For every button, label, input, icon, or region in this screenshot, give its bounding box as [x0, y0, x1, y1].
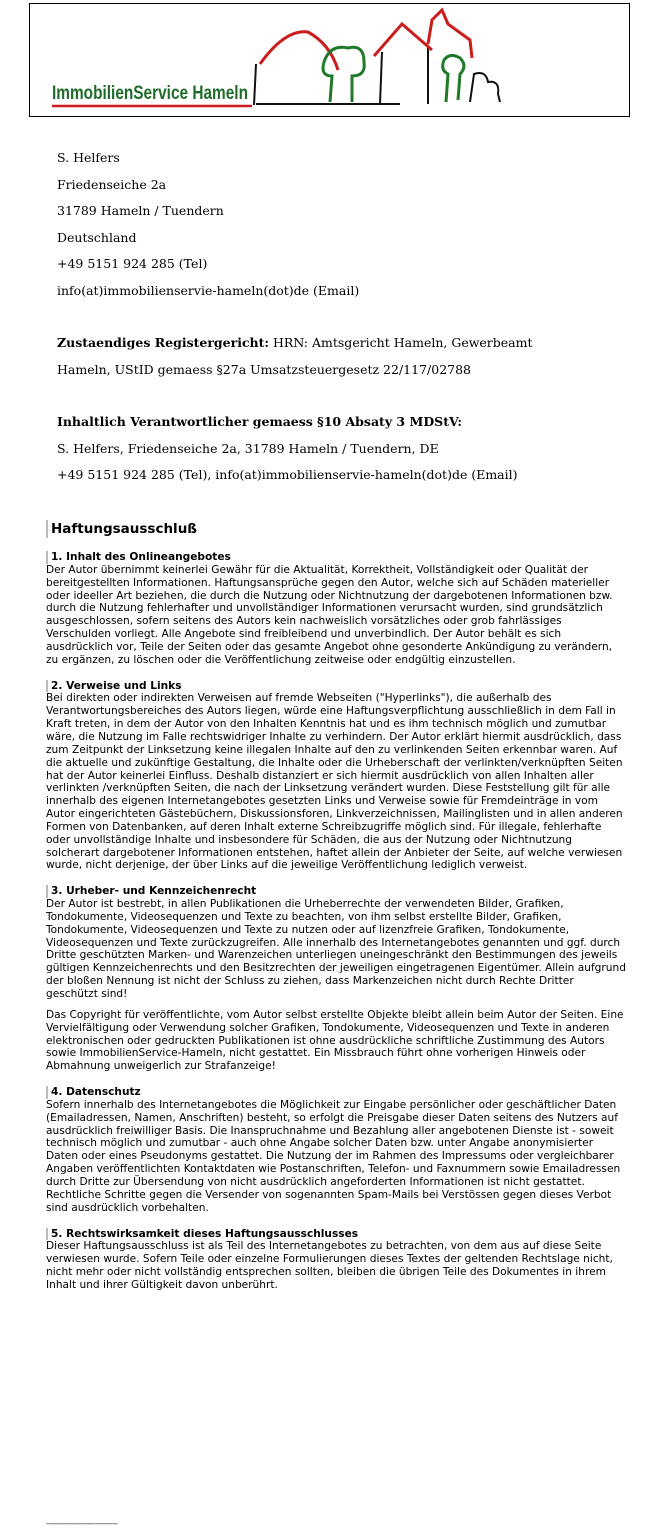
section-text-validity: Dieser Haftungsausschluss ist als Teil des Internetangebotes zu betrachten, von dem aus auf diese Seite verwiesen wurde. Sofern Teile oder einzelne Formulierungen dieses Textes der geltenden Rechtslage nicht, nicht mehr oder nicht vollständig entsprechen sollten, bleiben die übrigen Teile des Dokumentes in ihrem Inhalt und ihrer Gültigkeit davon unberührt.: [46, 1240, 613, 1291]
register-line-2: Hameln, UStID gemaess §27a Umsatzsteuergesetz 22/117/02788: [57, 361, 472, 377]
register-value: HRN: Amtsgericht Hameln, Gewerbeamt: [269, 335, 533, 350]
logo-banner: [29, 3, 630, 117]
register-label: Zustaendiges Registergericht:: [57, 335, 270, 350]
responsible-label: Inhaltlich Verantwortlicher gemaess §10 Absaty 3 MDStV:: [57, 414, 463, 429]
house-roof-icon-2: [374, 24, 432, 56]
house-wall-icon: [380, 46, 428, 104]
disclaimer-block: [46, 520, 626, 1305]
disclaimer-title: Haftungsausschluß: [46, 520, 626, 538]
section-text-links: Bei direkten oder indirekten Verweisen auf fremde Webseiten ("Hyperlinks"), die außerhalb des Verantwortungsbereiches des Autors liegen, würde eine Haftungsverpflichtung ausschließlich in dem Fall in Kraft treten, in dem der Autor von den Inhalten Kenntnis hat und es ihm technisch möglich und zumutbar wäre, die Nutzung im Falle rechtswidriger Inhalte zu verhindern. Der Autor erklärt hiermit ausdrücklich, dass zum Zeitpunkt der Linksetzung keine illegalen Inhalte auf den zu verlinkenden Seiten erkennbar waren. Auf die aktuelle und zukünftige Gestaltung, die Inhalte oder die Urheberschaft der verlinkten/verknüpften Seiten hat der Autor keinerlei Einfluss. Deshalb distanziert er sich hiermit ausdrücklich von allen Inhalten aller verlinkten /verknüpften Seiten, die nach der Linksetzung verändert wurden. Diese Feststellung gilt für alle innerhalb des eigenen Internetangebotes gesetzten Links und Verweise sowie für Fremdeinträge in vom Autor eingerichteten Gästebüchern, Diskussionsforen, Linkverzeichnissen, Mailinglisten und in allen anderen Formen von Datenbanken, auf deren Inhalt externe Schreibzugriffe möglich sind. Für illegale, fehlerhafte oder unvollständige Inhalte und insbesondere für Schäden, die aus der Nutzung oder Nichtnutzung solcherart dargebotener Informationen entstehen, haftet allein der Anbieter der Seite, auf welche verwiesen wurde, nicht derjenige, der über Links auf die jeweilige Veröffentlichung lediglich verweist.: [46, 692, 623, 872]
section-heading-copyright: 3. Urheber- und Kennzeichenrecht: [46, 885, 626, 898]
responsible-line: [57, 409, 637, 436]
house-roof-icon: [260, 32, 338, 70]
tree-icon-2: [443, 55, 464, 102]
responsible-address: S. Helfers, Friedenseiche 2a, 31789 Hameln / Tuendern, DE: [57, 440, 439, 456]
contact-email: info(at)immobilienservie-hameln(dot)de (Email): [57, 282, 360, 298]
logo-text: ImmobilienService Hameln: [52, 82, 248, 104]
house-small-icon: [470, 73, 500, 102]
tower-roof-icon: [428, 10, 472, 58]
section-heading-validity: 5. Rechtswirksamkeit dieses Haftungsausschlusses: [46, 1228, 626, 1241]
contact-phone: +49 5151 924 285 (Tel): [57, 256, 208, 271]
logo-graphic: [30, 4, 629, 116]
contact-name: S. Helfers: [57, 150, 120, 165]
section-heading-content: 1. Inhalt des Onlineangebotes: [46, 551, 626, 564]
impressum-block: [57, 145, 637, 489]
register-line: [57, 330, 637, 357]
section-heading-links: 2. Verweise und Links: [46, 680, 626, 693]
section-text-content: Der Autor übernimmt keinerlei Gewähr für die Aktualität, Korrektheit, Vollständigkeit oder Qualität der bereitgestellten Informationen. Haftungsansprüche gegen den Autor, welche sich auf Schäden materieller oder ideeller Art beziehen, die durch die Nutzung oder Nichtnutzung der dargebotenen Informationen bzw. durch die Nutzung fehlerhafter und unvollständiger Informationen verursacht wurden, sind grundsätzlich ausgeschlossen, sofern seitens des Autors kein nachweislich vorsätzliches oder grob fahrlässiges Verschulden vorliegt. Alle Angebote sind freibleibend und unverbindlich. Der Autor behält es sich ausdrücklich vor, Teile der Seiten oder das gesamte Angebot ohne gesonderte Ankündigung zu verändern, zu ergänzen, zu löschen oder die Veröffentlichung zeitweise oder endgültig einzustellen.: [46, 563, 613, 666]
contact-country: Deutschland: [57, 229, 137, 245]
contact-street: Friedenseiche 2a: [57, 176, 167, 192]
tree-icon: [323, 47, 364, 102]
responsible-contact: +49 5151 924 285 (Tel), info(at)immobilienservie-hameln(dot)de (Email): [57, 467, 518, 482]
section-text-privacy: Sofern innerhalb des Internetangebotes die Möglichkeit zur Eingabe persönlicher oder geschäftlicher Daten (Emailadressen, Namen, Anschriften) besteht, so erfolgt die Preisgabe dieser Daten seitens des Nutzers auf ausdrücklich freiwilliger Basis. Die Inanspruchnahme und Bezahlung aller angebotenen Dienste ist - soweit technisch möglich und zumutbar - auch ohne Angabe solcher Daten bzw. unter Angabe anonymisierter Daten oder eines Pseudonyms gestattet. Die Nutzung der im Rahmen des Impressums oder vergleichbarer Angaben veröffentlichten Kontaktdaten wie Postanschriften, Telefon- und Faxnummern sowie Emailadressen durch Dritte zur Übersendung von nicht ausdrücklich angeforderten Informationen ist nicht gestattet. Rechtliche Schritte gegen die Versender von sogenannten Spam-Mails bei Verstössen gegen dieses Verbot sind ausdrücklich vorbehalten.: [46, 1098, 621, 1214]
contact-city: 31789 Hameln / Tuendern: [57, 203, 224, 218]
section-text-copyright-1: Der Autor ist bestrebt, in allen Publikationen die Urheberrechte der verwendeten Bilder, Grafiken, Tondokumente, Videosequenzen und Texte zu beachten, von ihm selbst erstellte Bilder, Grafiken, Tondokumente, Videosequenzen und Texte zu nutzen oder auf lizenzfreie Grafiken, Tondokumente, Videosequenzen und Texte zurückzugreifen. Alle innerhalb des Internetangebotes genannten und ggf. durch Dritte geschützten Marken- und Warenzeichen unterliegen uneingeschränkt den Bestimmungen des jeweils gültigen Kennzeichenrechts und den Besitzrechten der jeweiligen eingetragenen Eigentümer. Allein aufgrund der bloßen Nennung ist nicht der Schluss zu ziehen, dass Markenzeichen nicht durch Rechte Dritter geschützt sind!: [46, 898, 626, 1000]
section-text-copyright-2: Das Copyright für veröffentlichte, vom Autor selbst erstellte Objekte bleibt allein beim Autor der Seiten. Eine Vervielfältigung oder Verwendung solcher Grafiken, Tondokumente, Videosequenzen und Texte in anderen elektronischen oder gedruckten Publikationen ist ohne ausdrückliche schriftliche Zustimmung des Autors sowie ImmobilienService-Hameln, nicht gestattet. Ein Missbrauch führt ohne vorherigen Hinweis oder Abmahnung unweigerlich zur Strafanzeige!: [46, 1008, 624, 1073]
logo-baseline: [254, 64, 400, 105]
section-heading-privacy: 4. Datenschutz: [46, 1086, 626, 1099]
footer-separator: --------------------------: [46, 1519, 118, 1529]
